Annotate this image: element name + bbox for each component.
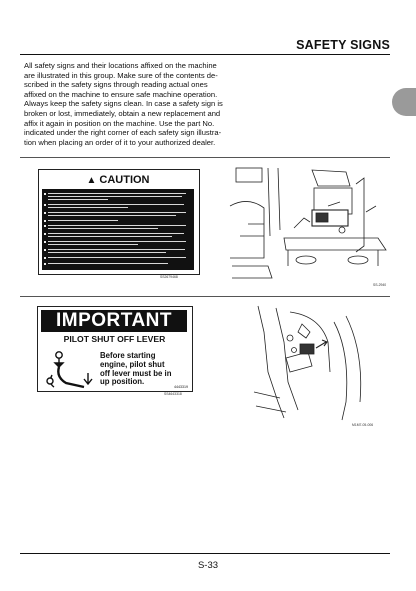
intro-paragraph — [24, 61, 230, 147]
illustration-part — [339, 227, 345, 233]
bullet-icon — [44, 257, 46, 259]
fine-print-line — [48, 193, 186, 194]
section-divider — [20, 157, 390, 158]
illustration-part — [296, 256, 316, 264]
illustration-part — [348, 256, 368, 264]
fine-print-line — [48, 233, 184, 234]
footer-rule — [20, 553, 390, 554]
intro-line: are illustrated in this group. Make sure of the contents de- — [24, 70, 218, 80]
section-divider — [20, 296, 390, 297]
illustration-part — [292, 348, 297, 353]
illustration-part — [286, 352, 312, 372]
important-decal-code: 4443319 — [174, 385, 188, 389]
important-line: engine, pilot shut — [100, 359, 165, 369]
fine-print-line — [48, 212, 186, 213]
fine-print-line — [48, 257, 186, 258]
caution-heading: CAUTION — [99, 174, 150, 186]
important-banner: IMPORTANT — [41, 310, 187, 332]
intro-line: broken or lost, immediately, obtain a new replacement and — [24, 108, 221, 118]
important-sign — [37, 306, 193, 392]
fine-print-line — [48, 244, 138, 245]
fine-print-line — [48, 263, 168, 264]
caution-decal-code: SS2679468 — [160, 275, 178, 279]
fine-print-line — [48, 199, 108, 200]
illustration-part — [356, 178, 364, 252]
decal-location-marker — [300, 344, 314, 354]
illustration-part — [334, 322, 347, 420]
bullet-icon — [44, 241, 46, 243]
illustration-part — [287, 335, 293, 341]
fine-print-line — [48, 236, 172, 237]
bullet-icon — [44, 249, 46, 251]
header-rule — [20, 54, 390, 55]
illustration-part — [284, 238, 386, 250]
illustration-part — [258, 306, 284, 418]
page-number: S-33 — [197, 560, 219, 571]
intro-line: affixed on the machine to ensure safe machine operation. — [24, 89, 218, 99]
fine-print-line — [48, 196, 182, 197]
illustration-part — [290, 312, 330, 372]
important-line: up position. — [100, 377, 145, 387]
intro-line: tion when placing an order of it to your authorized dealer. — [24, 137, 216, 147]
important-line: Before starting — [100, 351, 156, 360]
warning-triangle-icon: ▲ — [86, 174, 97, 186]
bullet-icon — [44, 204, 46, 206]
bullet-icon — [44, 233, 46, 235]
fine-print-line — [48, 215, 176, 216]
intro-line: affix it again in position on the machine. Use the part No. — [24, 118, 215, 128]
illustration-part — [312, 170, 350, 186]
caution-text-block — [42, 189, 194, 270]
fine-print-line — [48, 228, 158, 229]
lever-location-illustration — [250, 302, 370, 422]
bullet-icon — [44, 225, 46, 227]
important-sign-code: SS4643318 — [164, 392, 182, 396]
important-heading: PILOT SHUT OFF LEVER — [63, 334, 166, 344]
illustration-part — [230, 201, 264, 258]
pointer-arrow-icon — [316, 340, 327, 348]
decal-location-marker — [316, 213, 328, 222]
bullet-icon — [44, 212, 46, 214]
important-line: off lever must be in — [100, 368, 172, 378]
fine-print-line — [48, 225, 186, 226]
fine-print-line — [48, 241, 186, 242]
illustration-part — [232, 266, 272, 278]
illustration-part — [276, 308, 298, 410]
fine-print-line — [48, 220, 118, 221]
section-tab — [392, 88, 416, 116]
illustration-part — [240, 224, 264, 236]
intro-line: indicated under the right corner of each safety sign illustra- — [24, 128, 222, 138]
intro-line: Always keep the safety signs clean. In case a safety sign is — [24, 99, 223, 109]
fine-print-line — [48, 252, 166, 253]
cab-interior-illustration — [228, 166, 388, 284]
page-title: SAFETY SIGNS — [296, 38, 390, 52]
bullet-icon — [44, 220, 46, 222]
illustration-part — [254, 392, 286, 412]
illustration-part — [236, 168, 262, 182]
bullet-icon — [44, 193, 46, 195]
illustration-part — [298, 324, 310, 338]
illustration-part — [346, 316, 361, 402]
pointer-arrow-icon — [328, 202, 340, 206]
fine-print-line — [48, 207, 128, 208]
fine-print-line — [48, 249, 185, 250]
caution-header — [42, 173, 194, 187]
intro-line: scribed in the safety signs through reading actual ones — [24, 80, 208, 90]
important-figure-code: M1M7-05-006 — [352, 423, 374, 427]
illustration-part — [268, 168, 280, 236]
bullet-icon — [44, 263, 46, 265]
caution-sign — [38, 169, 200, 275]
caution-figure-code: SS-2940 — [373, 283, 387, 287]
lever-icon — [44, 347, 96, 389]
important-body — [100, 352, 188, 387]
fine-print-line — [48, 204, 184, 205]
intro-line: All safety signs and their locations affixed on the machine — [24, 61, 217, 70]
